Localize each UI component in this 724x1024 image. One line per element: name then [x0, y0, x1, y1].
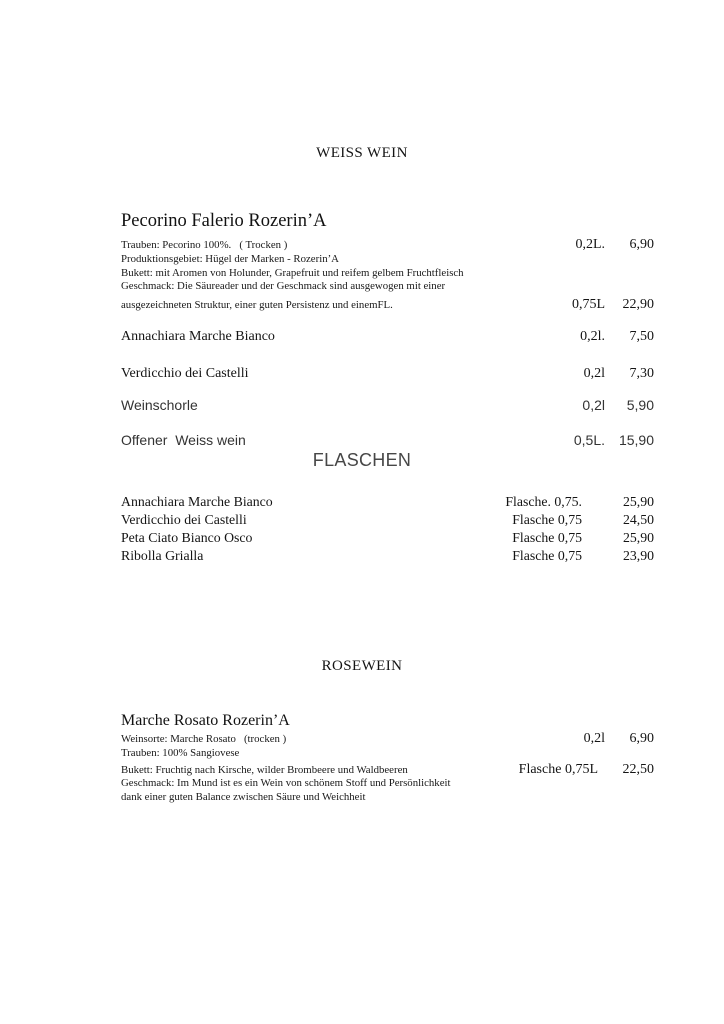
price-value: 7,30	[629, 365, 654, 381]
open-wine-row	[121, 366, 654, 382]
volume-label: Flasche 0,75	[512, 512, 582, 527]
volume-label: 0,2l	[582, 397, 605, 413]
rosato-price-bottle	[121, 762, 654, 778]
pecorino-desc-geschmack: Geschmack: Die Säureader und der Geschmack sind ausgewogen mit einer	[121, 280, 446, 292]
price-value: 15,90	[618, 432, 654, 448]
wine-name: Offener Weiss wein	[121, 432, 246, 448]
volume-label: Flasche. 0,75.	[505, 494, 582, 509]
rosato-price-glass	[121, 731, 654, 747]
price-value: 22,50	[622, 761, 654, 777]
rosato-desc-balance: dank einer guten Balance zwischen Säure und Weichheit	[121, 790, 366, 803]
rosato-desc-bukett: Bukett: Fruchtig nach Kirsche, wilder Brombeere und Waldbeeren	[121, 763, 408, 776]
rosato-desc-trauben: Trauben: 100% Sangiovese	[121, 746, 240, 759]
volume-label: Flasche 0,75L	[518, 761, 598, 777]
bottle-wine-row	[121, 548, 654, 564]
wine-name: Ribolla Grialla	[121, 548, 204, 563]
section-header-flaschen: FLASCHEN	[312, 450, 412, 470]
volume-label: 0,2L.	[575, 237, 605, 252]
bottle-wine-row	[121, 512, 654, 528]
pecorino-desc-trauben: Trauben: Pecorino 100%. ( Trocken )	[121, 239, 288, 251]
pecorino-desc-produktionsgebiet: Produktionsgebiet: Hügel der Marken - Rozerin’A	[121, 253, 339, 265]
wine-name: Verdicchio dei Castelli	[121, 512, 247, 527]
volume-label: 0,75L	[571, 296, 605, 312]
section-header-rosewein: ROSEWEIN	[321, 658, 403, 674]
rosato-desc-weinsorte: Weinsorte: Marche Rosato (trocken )	[121, 733, 287, 745]
volume-label: Flasche 0,75	[512, 530, 582, 545]
open-wine-row	[121, 432, 654, 448]
volume-label: Flasche 0,75	[512, 548, 582, 563]
price-value: 24,50	[622, 512, 654, 527]
pecorino-price-bottle	[121, 297, 654, 313]
wine-title-pecorino: Pecorino Falerio Rozerin’A	[121, 211, 327, 231]
price-value: 22,90	[622, 296, 654, 312]
volume-label: 0,2l	[583, 365, 605, 381]
volume-label: 0,5L.	[573, 432, 605, 448]
wine-name: Annachiara Marche Bianco	[121, 494, 273, 509]
rosato-desc-geschmack: Geschmack: Im Mund ist es ein Wein von schönem Stoff und Persönlichkeit	[121, 777, 451, 789]
volume-label: 0,2l.	[580, 329, 605, 344]
wine-name: Verdicchio dei Castelli	[121, 365, 249, 381]
wine-name: Weinschorle	[121, 397, 198, 413]
price-value: 6,90	[629, 237, 654, 252]
open-wine-row	[121, 397, 654, 413]
section-header-weisswein: WEISS WEIN	[316, 145, 408, 161]
wine-name: Annachiara Marche Bianco	[121, 329, 275, 344]
price-value: 7,50	[629, 329, 654, 344]
wine-title-marche-rosato: Marche Rosato Rozerin’A	[121, 712, 290, 729]
bottle-wine-row	[121, 494, 654, 510]
pecorino-price-glass	[121, 237, 654, 253]
pecorino-desc-bukett: Bukett: mit Aromen von Holunder, Grapefruit und reifem gelbem Fruchtfleisch	[121, 266, 464, 279]
price-value: 6,90	[629, 731, 654, 746]
volume-label: 0,2l	[583, 731, 605, 746]
price-value: 25,90	[622, 494, 654, 509]
bottle-wine-row	[121, 530, 654, 546]
price-value: 25,90	[622, 530, 654, 545]
price-value: 5,90	[626, 397, 654, 413]
open-wine-row	[121, 329, 654, 345]
price-value: 23,90	[622, 548, 654, 563]
wine-name: Peta Ciato Bianco Osco	[121, 530, 253, 545]
pecorino-desc-struktur: ausgezeichneten Struktur, einer guten Persistenz und einemFL.	[121, 298, 393, 311]
